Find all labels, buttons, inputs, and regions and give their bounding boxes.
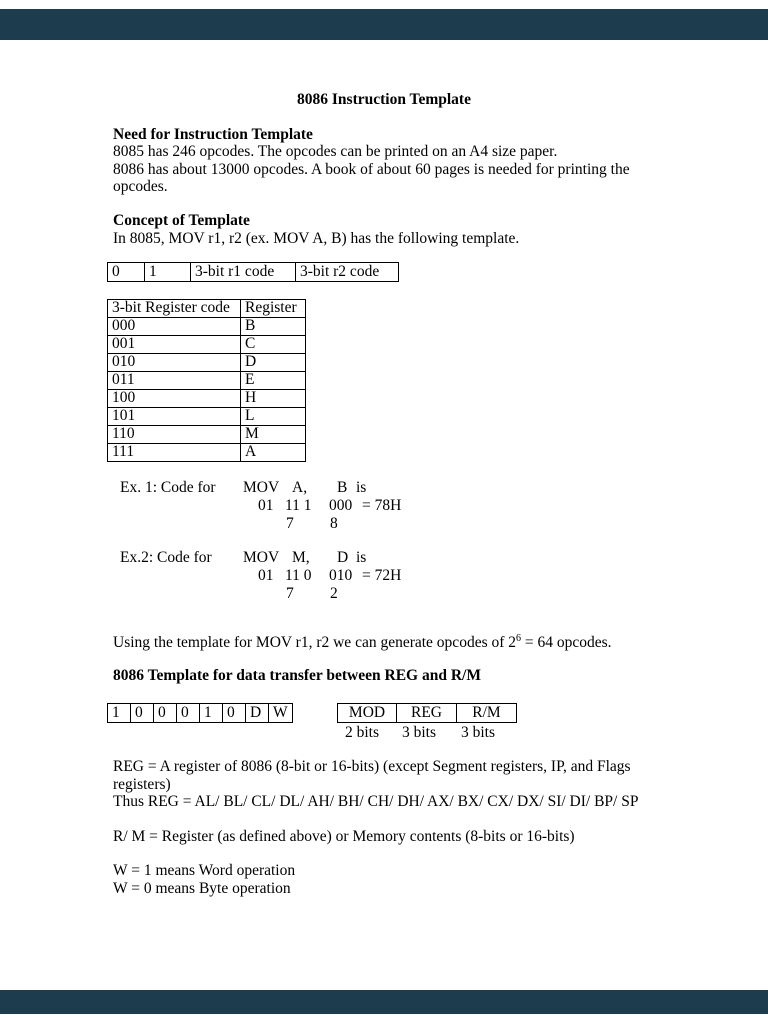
field-cell: REG bbox=[397, 704, 457, 722]
doc-title: 8086 Instruction Template bbox=[297, 91, 471, 108]
paragraph-line: In 8085, MOV r1, r2 (ex. MOV A, B) has the following template. bbox=[113, 230, 520, 247]
register-table-row bbox=[108, 408, 306, 426]
template-cell: 1 bbox=[145, 263, 191, 281]
example-bits: 010 bbox=[329, 567, 353, 584]
opcode-bit-cell: 0 bbox=[154, 704, 177, 722]
note-superscript: 6 bbox=[516, 632, 522, 644]
opcode-bits-table bbox=[107, 703, 293, 723]
field-bits-label: 3 bits bbox=[402, 724, 437, 741]
example-result: = 72H bbox=[362, 567, 402, 584]
reg-definition-line: registers) bbox=[113, 776, 171, 793]
example-token: B bbox=[337, 479, 348, 496]
register-name-cell: L bbox=[241, 408, 306, 426]
register-code-cell: 000 bbox=[108, 318, 241, 336]
register-table-row bbox=[108, 318, 306, 336]
example-token: MOV bbox=[243, 549, 280, 566]
register-table-row bbox=[108, 426, 306, 444]
example-token: A, bbox=[292, 479, 308, 496]
template-cell: 3-bit r1 code bbox=[191, 263, 296, 281]
register-name-cell: H bbox=[241, 390, 306, 408]
example-bits: 01 bbox=[258, 567, 274, 584]
register-table-row bbox=[108, 372, 306, 390]
example-hex-digit: 7 bbox=[286, 515, 294, 532]
register-code-cell: 101 bbox=[108, 408, 241, 426]
register-code-cell: 011 bbox=[108, 372, 241, 390]
register-code-cell: 010 bbox=[108, 354, 241, 372]
register-table-header-row bbox=[108, 300, 306, 318]
field-table bbox=[337, 703, 517, 723]
note-text: Using the template for MOV r1, r2 we can generate opcodes of 2 bbox=[113, 634, 517, 651]
register-code-cell: 111 bbox=[108, 444, 241, 462]
w-definition-line: W = 1 means Word operation bbox=[113, 862, 296, 879]
register-name-cell: E bbox=[241, 372, 306, 390]
section-heading-8086-template: 8086 Template for data transfer between REG and R/M bbox=[113, 667, 481, 684]
example-token: D bbox=[337, 549, 349, 566]
example-result: = 78H bbox=[362, 497, 402, 514]
section-heading-concept: Concept of Template bbox=[113, 212, 250, 229]
opcode-bit-cell: 1 bbox=[200, 704, 223, 722]
opcode-bit-cell: 0 bbox=[131, 704, 154, 722]
section-heading-need: Need for Instruction Template bbox=[113, 126, 313, 143]
register-table-row bbox=[108, 390, 306, 408]
register-table-row bbox=[108, 354, 306, 372]
w-definition-line: W = 0 means Byte operation bbox=[113, 880, 291, 897]
register-name-cell: M bbox=[241, 426, 306, 444]
example-token: M, bbox=[292, 549, 310, 566]
register-table-header: 3-bit Register code bbox=[108, 300, 241, 318]
register-table-header: Register bbox=[241, 300, 306, 318]
viewer-top-bar bbox=[0, 9, 768, 40]
register-code-cell: 100 bbox=[108, 390, 241, 408]
example-bits: 000 bbox=[329, 497, 353, 514]
field-cell: MOD bbox=[338, 704, 397, 722]
opcode-bit-cell: 1 bbox=[108, 704, 131, 722]
example-bits: 11 0 bbox=[285, 567, 312, 584]
example-token: is bbox=[356, 549, 367, 566]
register-name-cell: D bbox=[241, 354, 306, 372]
example-hex-digit: 2 bbox=[330, 585, 338, 602]
reg-definition-line: REG = A register of 8086 (8-bit or 16-bits) (except Segment registers, IP, and Flags bbox=[113, 758, 631, 775]
rm-definition: R/ M = Register (as defined above) or Memory contents (8-bits or 16-bits) bbox=[113, 828, 575, 845]
example-label: Ex.2: Code for bbox=[120, 549, 212, 566]
opcode-count-note bbox=[113, 634, 612, 652]
template-cell: 3-bit r2 code bbox=[300, 263, 380, 280]
register-table-row bbox=[108, 444, 306, 462]
example-label: Ex. 1: Code for bbox=[120, 479, 216, 496]
example-token: is bbox=[356, 479, 367, 496]
paragraph-line: 8086 has about 13000 opcodes. A book of about 60 pages is needed for printing the bbox=[113, 161, 630, 178]
register-name-cell: C bbox=[241, 336, 306, 354]
reg-definition-line: Thus REG = AL/ BL/ CL/ DL/ AH/ BH/ CH/ DH/ AX/ BX/ CX/ DX/ SI/ DI/ BP/ SP bbox=[113, 793, 639, 810]
mov-template-table bbox=[107, 262, 399, 282]
register-code-cell: 001 bbox=[108, 336, 241, 354]
register-name-cell: A bbox=[241, 444, 306, 462]
register-name-cell: B bbox=[241, 318, 306, 336]
example-bits: 11 1 bbox=[285, 497, 312, 514]
opcode-bit-cell: 0 bbox=[177, 704, 200, 722]
example-hex-digit: 7 bbox=[286, 585, 294, 602]
field-bits-label: 2 bits bbox=[345, 724, 380, 741]
viewer-bottom-bar bbox=[0, 990, 768, 1014]
paragraph-line: 8085 has 246 opcodes. The opcodes can be printed on an A4 size paper. bbox=[113, 143, 558, 160]
example-bits: 01 bbox=[258, 497, 274, 514]
field-cell: R/M bbox=[472, 704, 501, 721]
register-table-row bbox=[108, 336, 306, 354]
register-code-cell: 110 bbox=[108, 426, 241, 444]
example-token: MOV bbox=[243, 479, 280, 496]
register-table bbox=[107, 299, 306, 462]
opcode-bit-cell: W bbox=[273, 704, 288, 721]
field-bits-label: 3 bits bbox=[461, 724, 496, 741]
opcode-bit-cell: D bbox=[246, 704, 269, 722]
opcode-bit-cell: 0 bbox=[223, 704, 246, 722]
note-text: = 64 opcodes. bbox=[521, 634, 612, 651]
paragraph-line: opcodes. bbox=[113, 178, 168, 195]
example-hex-digit: 8 bbox=[330, 515, 338, 532]
template-cell: 0 bbox=[108, 263, 145, 281]
